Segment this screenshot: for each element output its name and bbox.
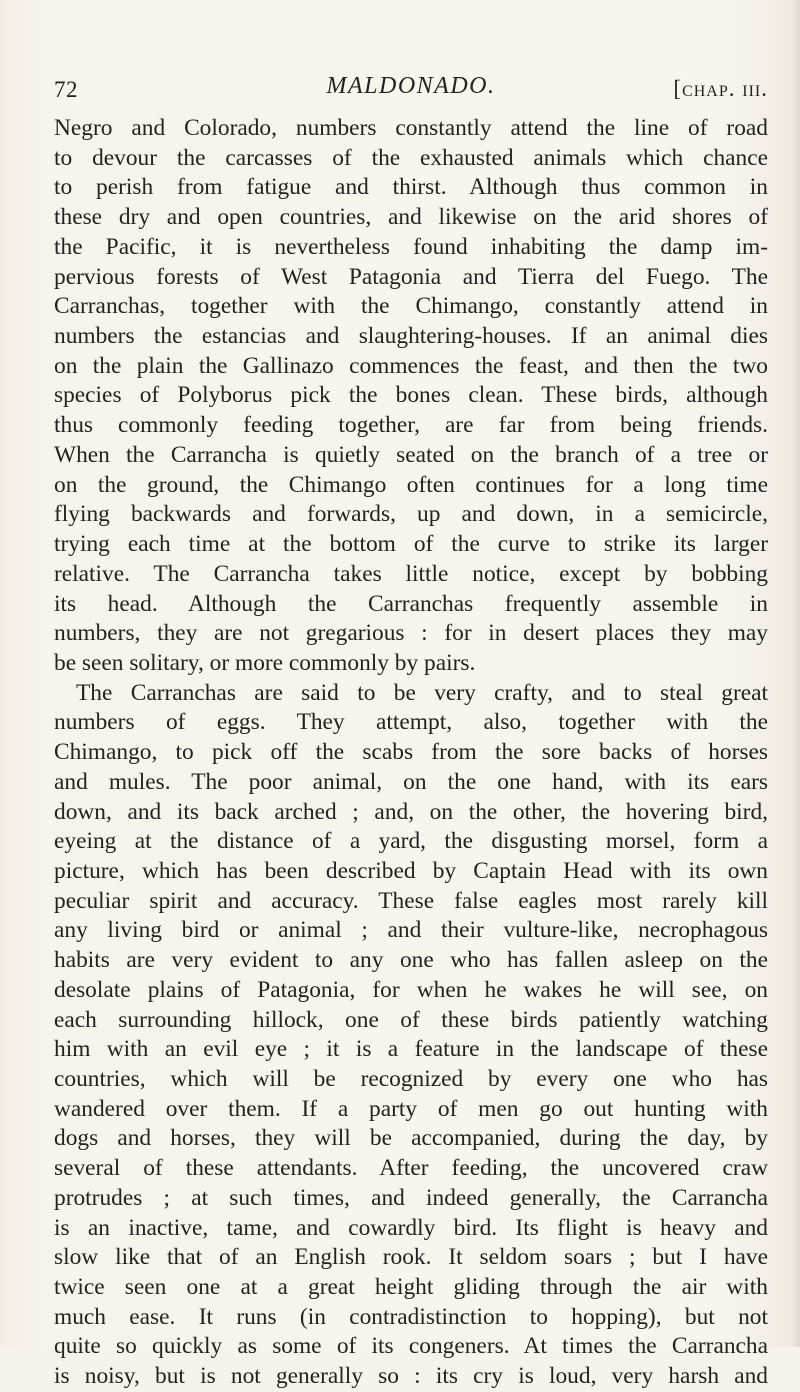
text-line: its head. Although the Carranchas frequently assemble in: [54, 590, 768, 617]
running-title: MALDONADO.: [326, 73, 496, 99]
text-line: habits are very evident to any one who has fallen asleep on the: [54, 947, 768, 974]
text-line: trying each time at the bottom of the curve to strike its larger: [54, 531, 768, 558]
text-line: each surrounding hillock, one of these birds patiently watching: [54, 1006, 768, 1033]
chapter-label: [chap. iii.: [673, 76, 768, 101]
text-line: Chimango, to pick off the scabs from the sore backs of horses: [54, 739, 768, 766]
text-line: numbers, they are not gregarious : for in desert places they may: [54, 620, 768, 647]
running-header: [54, 73, 768, 107]
text-line: relative. The Carrancha takes little notice, except by bobbing: [54, 560, 768, 587]
text-line: eyeing at the distance of a yard, the disgusting morsel, form a: [54, 828, 768, 855]
text-line: on the plain the Gallinazo commences the feast, and then the two: [54, 352, 768, 379]
text-line: pervious forests of West Patagonia and Tierra del Fuego. The: [54, 263, 768, 290]
text-line: to perish from fatigue and thirst. Although thus common in: [54, 174, 768, 201]
text-line: much ease. It runs (in contradistinction to hopping), but not: [54, 1303, 768, 1330]
text-line: him with an evil eye ; it is a feature in the landscape of these: [54, 1036, 768, 1063]
text-line: desolate plains of Patagonia, for when he wakes he will see, on: [54, 976, 768, 1003]
text-line: numbers of eggs. They attempt, also, together with the: [54, 709, 768, 736]
text-line: Negro and Colorado, numbers constantly attend the line of road: [54, 115, 768, 141]
text-line: peculiar spirit and accuracy. These false eagles most rarely kill: [54, 887, 768, 914]
text-line: dogs and horses, they will be accompanied, during the day, by: [54, 1125, 768, 1152]
text-line: Carranchas, together with the Chimango, constantly attend in: [54, 293, 768, 320]
text-line: any living bird or animal ; and their vulture-like, necrophagous: [54, 917, 768, 944]
text-line: is noisy, but is not generally so : its cry is loud, very harsh and: [54, 1363, 768, 1390]
text-line: species of Polyborus pick the bones clean. These birds, although: [54, 382, 768, 409]
text-line: protrudes ; at such times, and indeed generally, the Carrancha: [54, 1184, 768, 1211]
page-edge-shadow: [790, 0, 800, 1347]
body-text: [54, 114, 768, 1392]
text-line: quite so quickly as some of its congeners. At times the Carrancha: [54, 1333, 768, 1360]
paragraph-start-line: The Carranchas are said to be very crafty, and to steal great: [76, 679, 768, 706]
text-line: and mules. The poor animal, on the one hand, with its ears: [54, 768, 768, 795]
text-line: these dry and open countries, and likewise on the arid shores of: [54, 204, 768, 231]
text-line: several of these attendants. After feeding, the uncovered craw: [54, 1155, 768, 1182]
text-line: to devour the carcasses of the exhausted animals which chance: [54, 144, 768, 171]
text-line: countries, which will be recognized by every one who has: [54, 1066, 768, 1092]
text-line: numbers the estancias and slaughtering-houses. If an animal dies: [54, 323, 768, 350]
text-line: on the ground, the Chimango often continues for a long time: [54, 471, 768, 498]
text-line: wandered over them. If a party of men go out hunting with: [54, 1095, 768, 1122]
text-line: down, and its back arched ; and, on the other, the hovering bird,: [54, 798, 768, 825]
text-line: flying backwards and forwards, up and down, in a semicircle,: [54, 501, 768, 528]
text-line: twice seen one at a great height gliding through the air with: [54, 1274, 768, 1301]
text-line: be seen solitary, or more commonly by pairs.: [54, 649, 476, 676]
text-line: the Pacific, it is nevertheless found inhabiting the damp im-: [54, 233, 768, 260]
text-line: thus commonly feeding together, are far from being friends.: [54, 412, 768, 439]
text-line: slow like that of an English rook. It seldom soars ; but I have: [54, 1244, 768, 1271]
text-line: picture, which has been described by Captain Head with its own: [54, 857, 768, 884]
text-line: When the Carrancha is quietly seated on the branch of a tree or: [54, 441, 768, 468]
page-number: 72: [54, 77, 78, 102]
text-line: is an inactive, tame, and cowardly bird. Its flight is heavy and: [54, 1214, 768, 1241]
